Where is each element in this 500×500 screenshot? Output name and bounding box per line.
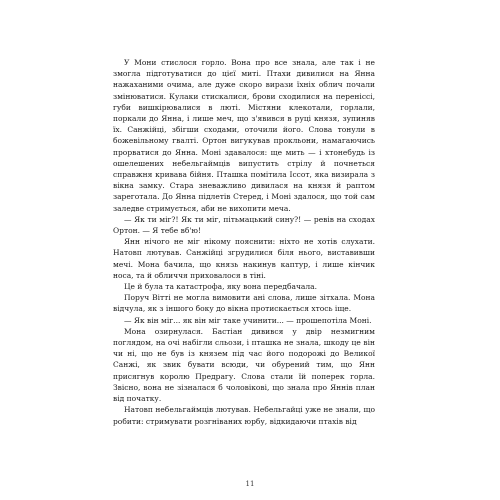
- paragraph: У Мони стислося горло. Вона про все знала, але так і не змогла підготуватися до цієї миті. Птахи дивилися на Янна нажаханими очима, але дуже скоро вирази їхніх облич почали змінюватися. Кулаки стискалися, брови сходилися на переніссі, губи вишкірювалися в люті. Містяни клекотали, горлали, поркали до Янна, і лише меч, що з'явився в руці князя, зупиняв їх. Санжійці, збігши сходами, оточили його. Слова тонули в божевільному гвалті. Ортон вигукував прокльони, намагаючись прорватися до Янна. Моні здавалося: ще мить — і хтонебудь із ошелешених небельгаймців випустить стрілу й почнеться справжня кривава бійня. Пташка помітила Іссот, яка визирала з вікна замку. Стара зневажливо дивилася на князя й раптом зареготала. До Янна підлетів Стеред, і Моні здалося, що той сам заледве стримується, аби не вихопити меча.: [113, 58, 375, 213]
- paragraph: Янн нічого не міг нікому пояснити: ніхто не хотів слухати. Натовп лютував. Санжійці згрудилися біля нього, виставивши мечі. Мона бачила, що князь накинув каптур, і лише кінчик носа, та й обличчя приховалося в тіні.: [113, 237, 375, 280]
- paragraph: Мона озирнулася. Бастіан дивився у двір незмигним поглядом, на очі набігли сльози, і пташка не знала, шкоду це він чи ні, що не був із князем під час його подорожі до Великої Санжі, як звик бувати всюди, чи обурений тим, що Янн присягнув королю Предрагу. Слова стали їй поперек горла. Звісно, вона не зізналася б чоловікові, що знала про Яннів план від початку.: [113, 326, 375, 404]
- page-number: 11: [245, 480, 255, 488]
- paragraph: — Як він міг... як він міг таке учинити... — прошепотіла Моні.: [124, 315, 372, 325]
- book-page-text: [113, 57, 375, 427]
- paragraph: Це й була та катастрофа, яку вона передбачала.: [124, 282, 317, 292]
- paragraph: Поруч Вітті не могла вимовити ані слова, лише зітхала. Мона відчула, як з іншого боку до вікна протискається хтось іще.: [113, 293, 375, 314]
- paragraph: — Як ти міг?! Як ти міг, пітьмацький сину?! — ревів на сходах Ортон. — Я тебе вб'ю!: [113, 214, 375, 236]
- paragraph: Натовп небельгаймців лютував. Небельгайці уже не знали, що робити: стримувати розгніваних юрбу, відкидаючи птахів від: [113, 405, 375, 426]
